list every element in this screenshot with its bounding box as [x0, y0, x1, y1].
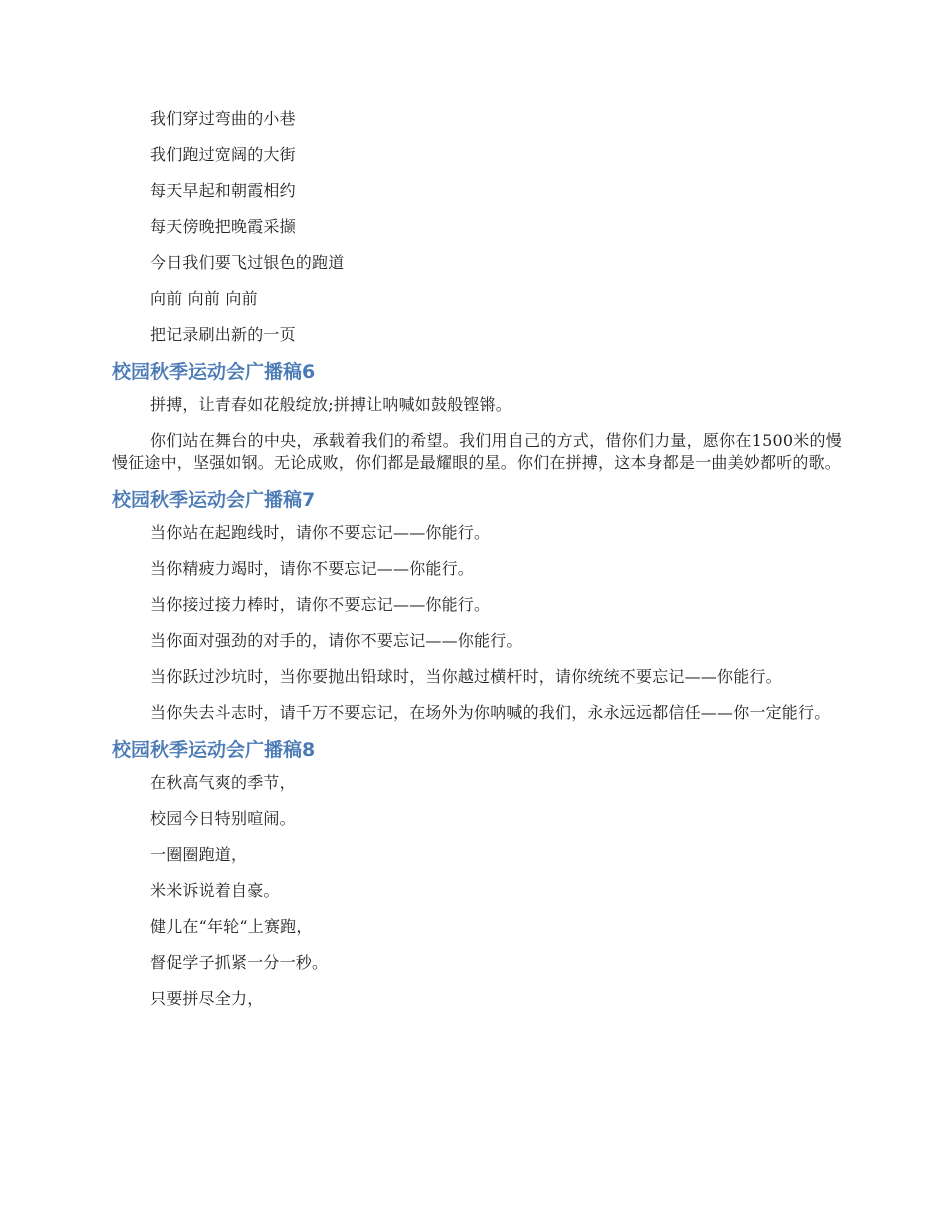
poem-line: 今日我们要飞过银色的跑道 — [150, 253, 345, 272]
poem-line: 只要拼尽全力， — [150, 989, 264, 1008]
paragraph: 当你跃过沙坑时，当你要抛出铅球时，当你越过横杆时，请你统统不要忘记——你能行。 — [150, 667, 782, 686]
poem-line: 我们跑过宽阔的大街 — [150, 145, 296, 164]
paragraph: 当你精疲力竭时，请你不要忘记——你能行。 — [150, 559, 475, 578]
section-7-heading: 校园秋季运动会广播稿7 — [112, 489, 316, 511]
section-7-body — [112, 522, 842, 724]
paragraph: 当你接过接力棒时，请你不要忘记——你能行。 — [150, 595, 491, 614]
paragraph: 拼搏，让青春如花般绽放;拼搏让呐喊如鼓般铿锵。 — [150, 395, 512, 414]
paragraph: 当你面对强劲的对手的，请你不要忘记——你能行。 — [150, 631, 523, 650]
section-8-body — [112, 772, 842, 1010]
poem-line: 每天傍晚把晚霞采撷 — [150, 217, 296, 236]
poem-line: 校园今日特别喧闹。 — [150, 809, 296, 828]
poem-line: 向前 向前 向前 — [150, 289, 258, 308]
poem-line: 我们穿过弯曲的小巷 — [150, 109, 296, 128]
paragraph: 当你站在起跑线时，请你不要忘记——你能行。 — [150, 523, 491, 542]
poem-line: 督促学子抓紧一分一秒。 — [150, 953, 329, 972]
poem-line: 在秋高气爽的季节， — [150, 773, 296, 792]
section-6-body — [112, 394, 842, 474]
poem-line: 一圈圈跑道， — [150, 845, 248, 864]
poem-line: 健儿在“年轮“上赛跑， — [150, 917, 313, 936]
paragraph: 当你失去斗志时，请千万不要忘记，在场外为你呐喊的我们，永永远远都信任——你一定能行。 — [150, 703, 831, 722]
poem-line: 每天早起和朝霞相约 — [150, 181, 296, 200]
document-page — [112, 108, 842, 1024]
poem-block — [112, 108, 842, 346]
poem-line: 米米诉说着自豪。 — [150, 881, 280, 900]
paragraph: 你们站在舞台的中央，承载着我们的希望。我们用自己的方式，借你们力量，愿你在1500米的慢慢征途中，坚强如钢。无论成败，你们都是最耀眼的星。你们在拼搏，这本身都是一曲美妙都听的歌。 — [112, 431, 842, 472]
section-6-heading: 校园秋季运动会广播稿6 — [112, 361, 316, 383]
section-8-heading: 校园秋季运动会广播稿8 — [112, 739, 316, 761]
poem-line: 把记录刷出新的一页 — [150, 325, 296, 344]
